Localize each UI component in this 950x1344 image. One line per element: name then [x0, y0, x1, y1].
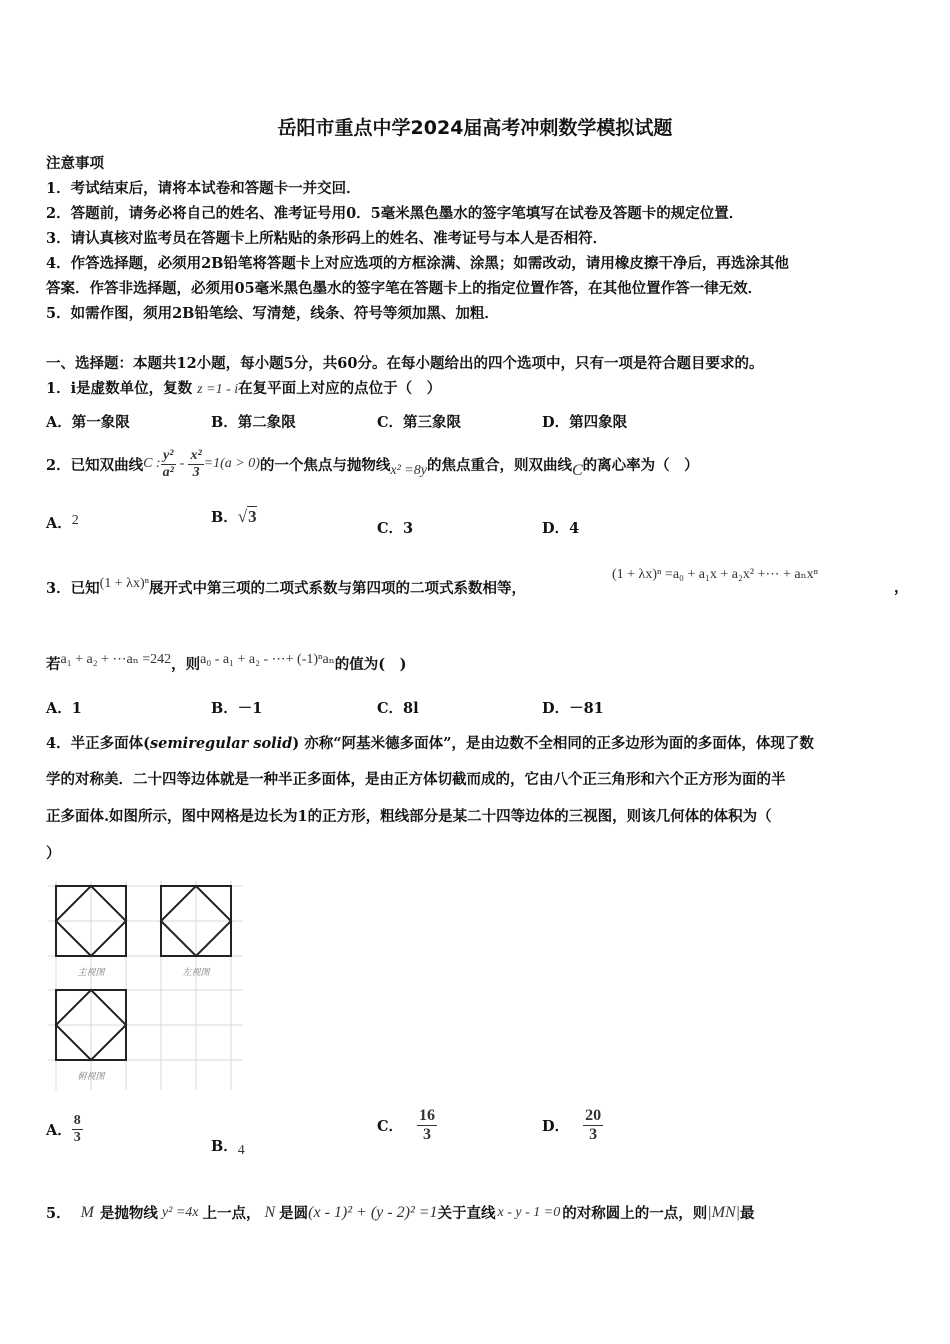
option-b: B．第二象限	[211, 414, 296, 431]
question-2: 2．已知双曲线 C : $\frac{\text{y²}}{\text{a²}}$ - $\frac{\text{x²}}{3}$ =1(a > 0) 的一个焦点与抛物线 x² =8y 的焦点重合，则双曲线 C 的离心率为（ ）	[46, 447, 699, 480]
math-expression: (1 + λx)ⁿ =a₀ + a₁x + a₂x² +⋯ + aₙxⁿ	[612, 567, 819, 582]
option-d: D． $\frac{20}{3}$	[542, 1107, 602, 1143]
notice-item: 4．作答选择题，必须用2B铅笔将答题卡上对应选项的方框涂满、涂黑；如需改动，请用橡皮擦干净后，再选涂其他	[46, 255, 789, 272]
option-b: B．－1	[211, 700, 263, 717]
option-d: D．－81	[542, 700, 604, 717]
question-3-line2: 若a₁ + a₂ + ⋯aₙ =242，则a₀ - a₁ + a₂ - ⋯+ (-1)ⁿaₙ的值为( )	[46, 652, 407, 673]
option-c: C．3	[377, 520, 414, 537]
math-expression: z =1 - i	[197, 382, 239, 397]
question-text: i是虚数单位，复数	[70, 380, 193, 397]
option-d: D．4	[542, 520, 580, 537]
option-a: A． $\frac{8}{3}$	[46, 1113, 81, 1145]
question-4-line2: 学的对称美．二十四等边体就是一种半正多面体，是由正方体切截而成的，它由八个正三角形和六个正方形为面的半	[46, 771, 786, 788]
option-a: A．第一象限	[46, 414, 130, 431]
math-expression: (x - 1)² + (y - 2)² =1	[308, 1203, 438, 1221]
question-text: 的焦点重合，则双曲线	[426, 456, 572, 474]
option-c: C．8l	[377, 700, 419, 717]
question-3-line1: 3．已知(1 + λx)ⁿ展开式中第三项的二项式系数与第四项的二项式系数相等，	[46, 576, 527, 597]
question-5: 5． M 是抛物线 y² =4x 上一点， N 是圆 (x - 1)² + (y - 2)² =1 关于直线 x - y - 1 =0 的对称圆上的一点，则 |MN| 最	[46, 1203, 755, 1222]
question-number: 1．	[46, 380, 71, 397]
math-expression: =1(a > 0)	[203, 456, 260, 471]
question-4-line3: 正多面体.如图所示，图中网格是边长为1的正方形，粗线部分是某二十四等边体的三视图，则该几何体的体积为（	[46, 808, 772, 825]
page-title: 岳阳市重点中学2024届高考冲刺数学模拟试题	[277, 117, 673, 139]
question-text: 在复平面上对应的点位于（ ）	[238, 380, 442, 397]
grid-lines	[48, 881, 243, 1090]
question-1	[46, 377, 441, 398]
math-expression: C	[571, 462, 583, 479]
question-text: 2．已知双曲线	[46, 456, 144, 474]
fraction: $\frac{\text{y²}}{\text{a²}}$	[162, 447, 174, 480]
option-b: B．√3	[211, 507, 257, 526]
question-4-line4: ）	[46, 845, 61, 862]
top-view-label: 俯视图	[77, 1072, 105, 1082]
math-expression: a₀ - a₁ + a₂ - ⋯+ (-1)ⁿaₙ	[200, 652, 335, 667]
option-a: A．1	[46, 700, 82, 717]
option-c: C．第三象限	[377, 414, 462, 431]
option-b: B．4	[211, 1138, 245, 1158]
option-a: A．2	[46, 513, 79, 532]
notice-item: 答案．作答非选择题，必须用05毫米黑色墨水的签字笔在答题卡上的指定位置作答，在其他位置作答一律无效．	[46, 280, 763, 297]
sqrt: √3	[237, 507, 257, 526]
question-text: 的一个焦点与抛物线	[259, 456, 391, 474]
math-expression: y² =4x	[161, 1204, 199, 1220]
notice-item: 1．考试结束后，请将本试卷和答题卡一并交回．	[46, 180, 361, 197]
math-expression: x - y - 1 =0	[497, 1204, 561, 1220]
three-view-figure	[48, 878, 243, 1090]
notice-item: 2．答题前，请务必将自己的姓名、准考证号用0．5毫米黑色墨水的签字笔填写在试卷及答题卡的规定位置．	[46, 205, 744, 222]
section-heading: 一、选择题：本题共12小题，每小题5分，共60分。在每小题给出的四个选项中，只有一项是符合题目要求的。	[46, 355, 764, 372]
side-view-label: 左视图	[182, 968, 210, 978]
fraction: $\frac{8}{3}$	[73, 1113, 81, 1145]
fraction: $\frac{16}{3}$	[419, 1107, 436, 1143]
math-expression: C :	[143, 456, 161, 471]
math-expression: a₁ + a₂ + ⋯aₙ =242	[60, 652, 172, 667]
notice-item: 5．如需作图，须用2B铅笔绘、写清楚，线条、符号等须加黑、加粗．	[46, 305, 499, 322]
punctuation: ，	[894, 579, 909, 596]
option-d: D．第四象限	[542, 414, 628, 431]
option-c: C． $\frac{16}{3}$	[377, 1107, 436, 1143]
math-expression: |MN|	[707, 1203, 741, 1221]
question-4-line1: 4．半正多面体(semiregular solid) 亦称“阿基米德多面体”，是由边数不全相同的正多边形为面的多面体，体现了数	[46, 735, 814, 752]
math-expression: (1 + λx)ⁿ	[99, 576, 150, 591]
fraction: $\frac{\text{x²}}{3}$	[190, 447, 202, 480]
notice-heading: 注意事项	[46, 155, 104, 172]
notice-item: 3．请认真核对监考员在答题卡上所粘贴的条形码上的姓名、准考证号与本人是否相符．	[46, 230, 608, 247]
fraction: $\frac{20}{3}$	[585, 1107, 602, 1143]
math-expression: x² =8y	[390, 463, 427, 478]
question-text: 的离心率为（ ）	[582, 456, 699, 474]
front-view-label: 主视图	[77, 968, 105, 978]
